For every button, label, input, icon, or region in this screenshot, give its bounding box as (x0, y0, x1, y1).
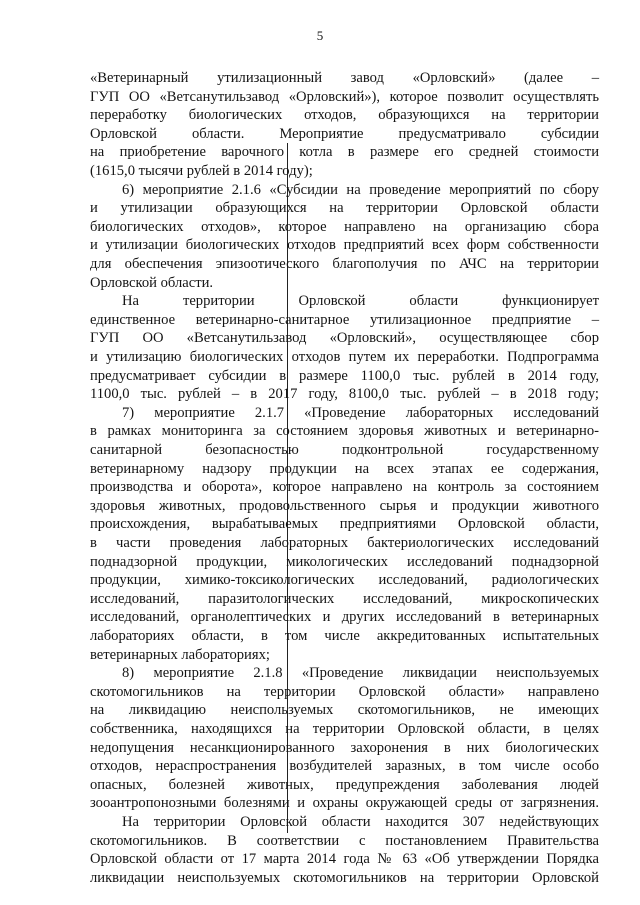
text-line: переработку биологических отходов, образующихся на территории (90, 107, 599, 124)
text-line: продукции, химико-токсикологических исследований, радиологических (90, 572, 599, 589)
text-line: (1615,0 тысячи рублей в 2014 году); (90, 163, 313, 179)
text-line: собственника, находящихся на территории Орловской области, в целях (90, 721, 599, 737)
text-line: поднадзорной продукции, микологических исследований поднадзорной (90, 553, 599, 570)
text-line: зооантропонозными болезнями и охраны окружающей среды от загрязнения. (90, 795, 599, 812)
text-line: исследований, органолептических и других исследований в ветеринарных (90, 609, 599, 626)
text-line: ветеринарных лабораториях; (90, 646, 270, 663)
text-line: и утилизации образующихся на территории Орловской области (90, 200, 599, 217)
text-line: на приобретение варочного котла в размере его средней стоимости (90, 144, 599, 161)
text-line: отходов, нераспространения возбудителей заразных, в том числе особо (90, 758, 599, 775)
text-line: происхождения, вырабатываемых предприятиями Орловской области, (90, 516, 599, 533)
text-line: 6) мероприятие 2.1.6 «Субсидии на проведение мероприятий по сбору (122, 181, 599, 198)
text-line: и утилизации биологических отходов предприятий всех форм собственности (90, 237, 599, 254)
text-line: биологических отходов», которое направлено на организацию сбора (90, 218, 599, 235)
text-line: «Ветеринарный утилизационный завод «Орловский» (далее – (90, 70, 599, 86)
text-line: ветеринарному надзору продукции на всех этапах ее содержания, (90, 460, 599, 477)
text-line: 7) мероприятие 2.1.7 «Проведение лабораторных исследований (122, 404, 599, 421)
text-line: для обеспечения эпизоотического благополучия по АЧС на территории (90, 256, 599, 272)
page-number: 5 (316, 28, 324, 43)
text-line: и утилизацию биологических отходов путем их переработки. Подпрограмма (90, 349, 599, 365)
text-line: в части проведения лабораторных бактериологических исследований (90, 535, 599, 551)
text-line: Орловской области. Мероприятие предусматривало субсидии (90, 125, 599, 142)
text-line: ГУП ОО «Ветсанутильзавод «Орловский», осуществляющее сбор (90, 330, 599, 347)
text-line: 1100,0 тыс. рублей – в 2017 году, 8100,0 тыс. рублей – в 2018 году; (90, 386, 599, 403)
text-line: производства и оборота», которое направлено на контроль за состоянием (90, 479, 599, 496)
text-line: На территории Орловской области находится 307 недействующих (122, 814, 599, 830)
text-line: исследований, паразитологических исследований, микроскопических (90, 590, 599, 607)
text-line: опасных, болезней животных, предупреждения заболевания людей (90, 776, 599, 793)
text-line: скотомогильников. В соответствии с постановлением Правительства (90, 832, 599, 849)
text-line: ГУП ОО «Ветсанутильзавод «Орловский»), которое позволит осуществлять (90, 88, 599, 105)
text-line: санитарной безопасностью подконтрольной государственному (90, 442, 599, 458)
text-line: Орловской области. (90, 274, 214, 291)
text-line: предусматривает субсидии в размере 1100,0 тыс. рублей в 2014 году, (90, 367, 599, 384)
text-line: лабораториях области, в том числе аккредитованных испытательных (90, 628, 599, 644)
text-line: единственное ветеринарно-санитарное утилизационное предприятие – (90, 311, 599, 328)
text-line: ликвидации неиспользуемых скотомогильников на территории Орловской (90, 869, 599, 886)
text-line: здоровья животных, продовольственного сырья и продукции животного (90, 497, 599, 514)
text-line: на ликвидацию неиспользуемых скотомогильников, не имеющих (90, 702, 599, 719)
text-line: На территории Орловской области функционирует (122, 293, 599, 310)
text-line: Орловской области от 17 марта 2014 года № 63 «Об утверждении Порядка (90, 851, 599, 868)
text-line: недопущения несанкционированного захоронения в них биологических (90, 739, 599, 756)
text-line: скотомогильников на территории Орловской области» направлено (90, 683, 599, 700)
text-line: 8) мероприятие 2.1.8 «Проведение ликвидации неиспользуемых (122, 665, 599, 682)
text-line: в рамках мониторинга за состоянием здоровья животных и ветеринарно- (90, 423, 599, 440)
